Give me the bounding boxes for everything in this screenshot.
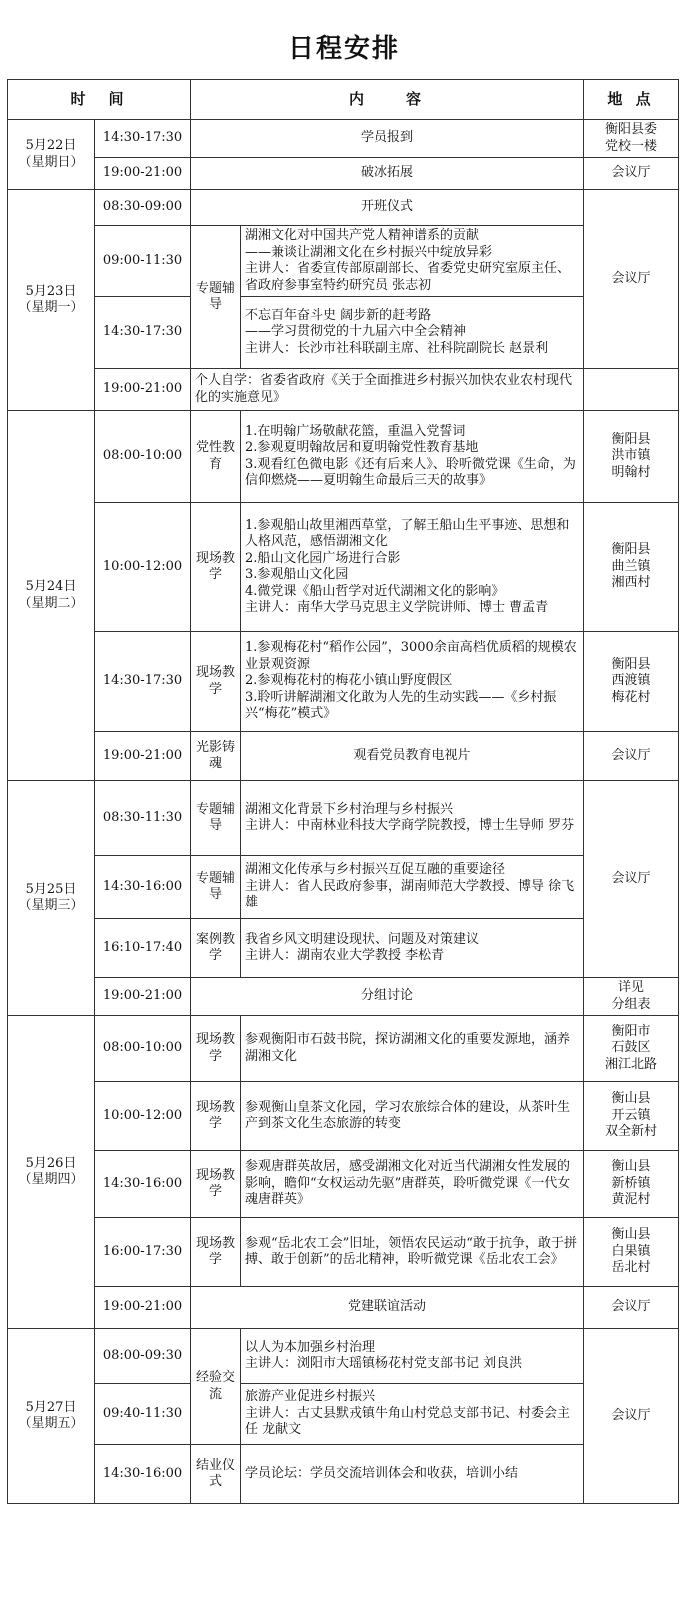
content-cell: 破冰拓展: [191, 158, 584, 190]
content-cell: 学员论坛：学员交流培训体会和收获，培训小结: [241, 1445, 584, 1504]
category-cell: 现场教学: [191, 1082, 241, 1151]
table-row: [8, 732, 679, 781]
category-cell: 专题辅导: [191, 781, 241, 856]
category-cell: 光影铸魂: [191, 732, 241, 781]
content-cell: 分组讨论: [191, 978, 584, 1016]
location-cell: 衡山县 白果镇 岳北村: [584, 1218, 679, 1287]
table-row: [8, 632, 679, 732]
table-row: [8, 781, 679, 856]
location-cell: 会议厅: [584, 190, 679, 369]
content-cell: 开班仪式: [191, 190, 584, 226]
content-cell: 不忘百年奋斗史 阔步新的赶考路 ——学习贯彻党的十九届六中全会精神 主讲人：长沙市社科联副主席、社科院副院长 赵景利: [241, 297, 584, 369]
content-cell: 党建联谊活动: [191, 1287, 584, 1329]
table-header-row: [8, 80, 679, 120]
page-title: 日程安排: [287, 34, 400, 64]
schedule-table: [7, 79, 679, 1504]
category-cell: 现场教学: [191, 632, 241, 732]
table-row: [8, 919, 679, 978]
table-row: [8, 120, 679, 158]
content-cell: 参观衡阳市石鼓书院，探访湖湘文化的重要发源地，涵养湖湘文化: [241, 1016, 584, 1082]
category-cell: 专题辅导: [191, 856, 241, 919]
content-cell: 个人自学：省委省政府《关于全面推进乡村振兴加快农业农村现代化的实施意见》: [191, 369, 584, 411]
time-cell: 10:00-12:00: [95, 503, 191, 632]
table-row: [8, 297, 679, 369]
category-cell: 党性教育: [191, 411, 241, 503]
category-cell: 经验交流: [191, 1329, 241, 1445]
time-cell: 14:30-16:00: [95, 1151, 191, 1218]
header-location: 地 点: [584, 80, 679, 120]
content-cell: 以人为本加强乡村治理 主讲人：浏阳市大瑶镇杨花村党支部书记 刘良洪: [241, 1329, 584, 1384]
time-cell: 08:00-10:00: [95, 1016, 191, 1082]
content-cell: 1.参观梅花村“稻作公园”，3000余亩高档优质稻的规模农业景观资源 2.参观梅花村的梅花小镇山野度假区 3.聆听讲解湖湘文化敢为人先的生动实践——《乡村振兴“梅花”模式》: [241, 632, 584, 732]
table-row: [8, 411, 679, 503]
time-cell: 14:30-17:30: [95, 297, 191, 369]
time-cell: 14:30-16:00: [95, 1445, 191, 1504]
time-cell: 16:10-17:40: [95, 919, 191, 978]
location-cell: [584, 369, 679, 411]
content-cell: 学员报到: [191, 120, 584, 158]
time-cell: 08:30-09:00: [95, 190, 191, 226]
time-cell: 19:00-21:00: [95, 1287, 191, 1329]
table-row: [8, 1329, 679, 1384]
time-cell: 08:00-09:30: [95, 1329, 191, 1384]
content-cell: 参观唐群英故居，感受湖湘文化对近当代湖湘女性发展的影响，瞻仰“女权运动先驱”唐群英，聆听微党课《一代女魂唐群英》: [241, 1151, 584, 1218]
table-row: [8, 856, 679, 919]
category-cell: 现场教学: [191, 1016, 241, 1082]
table-row: [8, 1384, 679, 1445]
category-cell: 案例教学: [191, 919, 241, 978]
content-cell: 观看党员教育电视片: [241, 732, 584, 781]
table-row: [8, 226, 679, 297]
time-cell: 16:00-17:30: [95, 1218, 191, 1287]
time-cell: 10:00-12:00: [95, 1082, 191, 1151]
time-cell: 09:00-11:30: [95, 226, 191, 297]
location-cell: 衡山县 开云镇 双全新村: [584, 1082, 679, 1151]
content-cell: 参观衡山皇茶文化园，学习农旅综合体的建设，从茶叶生产到茶文化生态旅游的转变: [241, 1082, 584, 1151]
table-row: [8, 503, 679, 632]
table-row: [8, 1218, 679, 1287]
date-cell: 5月27日 （星期五）: [8, 1329, 95, 1504]
location-cell: 衡阳县 西渡镇 梅花村: [584, 632, 679, 732]
content-cell: 1.在明翰广场敬献花篮，重温入党誓词 2.参观夏明翰故居和夏明翰党性教育基地 3.观看红色微电影《还有后来人》、聆听微党课《生命，为信仰燃烧——夏明翰生命最后三天的故事》: [241, 411, 584, 503]
content-cell: 旅游产业促进乡村振兴 主讲人：古丈县默戎镇牛角山村党总支部书记、村委会主任 龙献文: [241, 1384, 584, 1445]
header-time: 时 间: [8, 80, 191, 120]
location-cell: 会议厅: [584, 732, 679, 781]
table-row: [8, 1287, 679, 1329]
time-cell: 08:00-10:00: [95, 411, 191, 503]
location-cell: 会议厅: [584, 1287, 679, 1329]
time-cell: 19:00-21:00: [95, 978, 191, 1016]
time-cell: 09:40-11:30: [95, 1384, 191, 1445]
table-row: [8, 158, 679, 190]
date-cell: 5月22日 （星期日）: [8, 120, 95, 190]
location-cell: 会议厅: [584, 781, 679, 978]
table-row: [8, 369, 679, 411]
time-cell: 14:30-17:30: [95, 632, 191, 732]
time-cell: 14:30-16:00: [95, 856, 191, 919]
content-cell: 湖湘文化对中国共产党人精神谱系的贡献 ——兼谈让湖湘文化在乡村振兴中绽放异彩 主讲人：省委宣传部原副部长、省委党史研究室原主任、省政府参事室特约研究员 张志初: [241, 226, 584, 297]
date-cell: 5月24日 （星期二）: [8, 411, 95, 781]
category-cell: 结业仪式: [191, 1445, 241, 1504]
time-cell: 19:00-21:00: [95, 732, 191, 781]
table-row: [8, 1445, 679, 1504]
location-cell: 衡阳县 洪市镇 明翰村: [584, 411, 679, 503]
category-cell: 现场教学: [191, 503, 241, 632]
content-cell: 1.参观船山故里湘西草堂，了解王船山生平事迹、思想和人格风范，感悟湖湘文化 2.船山文化园广场进行合影 3.参观船山文化园 4.微党课《船山哲学对近代湖湘文化的影响》 主讲人：南华大学马克思主义学院讲师、博士 曹孟青: [241, 503, 584, 632]
location-cell: 衡山县 新桥镇 黄泥村: [584, 1151, 679, 1218]
time-cell: 19:00-21:00: [95, 369, 191, 411]
location-cell: 详见 分组表: [584, 978, 679, 1016]
date-cell: 5月25日 （星期三）: [8, 781, 95, 1016]
table-row: [8, 1151, 679, 1218]
location-cell: 会议厅: [584, 1329, 679, 1504]
date-cell: 5月23日 （星期一）: [8, 190, 95, 411]
location-cell: 衡阳县委 党校一楼: [584, 120, 679, 158]
location-cell: 会议厅: [584, 158, 679, 190]
table-row: [8, 978, 679, 1016]
time-cell: 14:30-17:30: [95, 120, 191, 158]
time-cell: 19:00-21:00: [95, 158, 191, 190]
content-cell: 参观“岳北农工会”旧址，领悟农民运动“敢于抗争，敢于拼搏、敢于创新”的岳北精神，聆听微党课《岳北农工会》: [241, 1218, 584, 1287]
date-cell: 5月26日 （星期四）: [8, 1016, 95, 1329]
table-row: [8, 1016, 679, 1082]
content-cell: 我省乡风文明建设现状、问题及对策建议 主讲人：湖南农业大学教授 李松青: [241, 919, 584, 978]
category-cell: 专题辅导: [191, 226, 241, 369]
header-content: 内 容: [191, 80, 584, 120]
location-cell: 衡阳县 曲兰镇 湘西村: [584, 503, 679, 632]
location-cell: 衡阳市 石鼓区 湘江北路: [584, 1016, 679, 1082]
time-cell: 08:30-11:30: [95, 781, 191, 856]
content-cell: 湖湘文化背景下乡村治理与乡村振兴 主讲人：中南林业科技大学商学院教授，博士生导师 罗芬: [241, 781, 584, 856]
category-cell: 现场教学: [191, 1151, 241, 1218]
table-row: [8, 1082, 679, 1151]
table-row: [8, 190, 679, 226]
content-cell: 湖湘文化传承与乡村振兴互促互融的重要途径 主讲人：省人民政府参事，湖南师范大学教授、博导 徐飞雄: [241, 856, 584, 919]
category-cell: 现场教学: [191, 1218, 241, 1287]
